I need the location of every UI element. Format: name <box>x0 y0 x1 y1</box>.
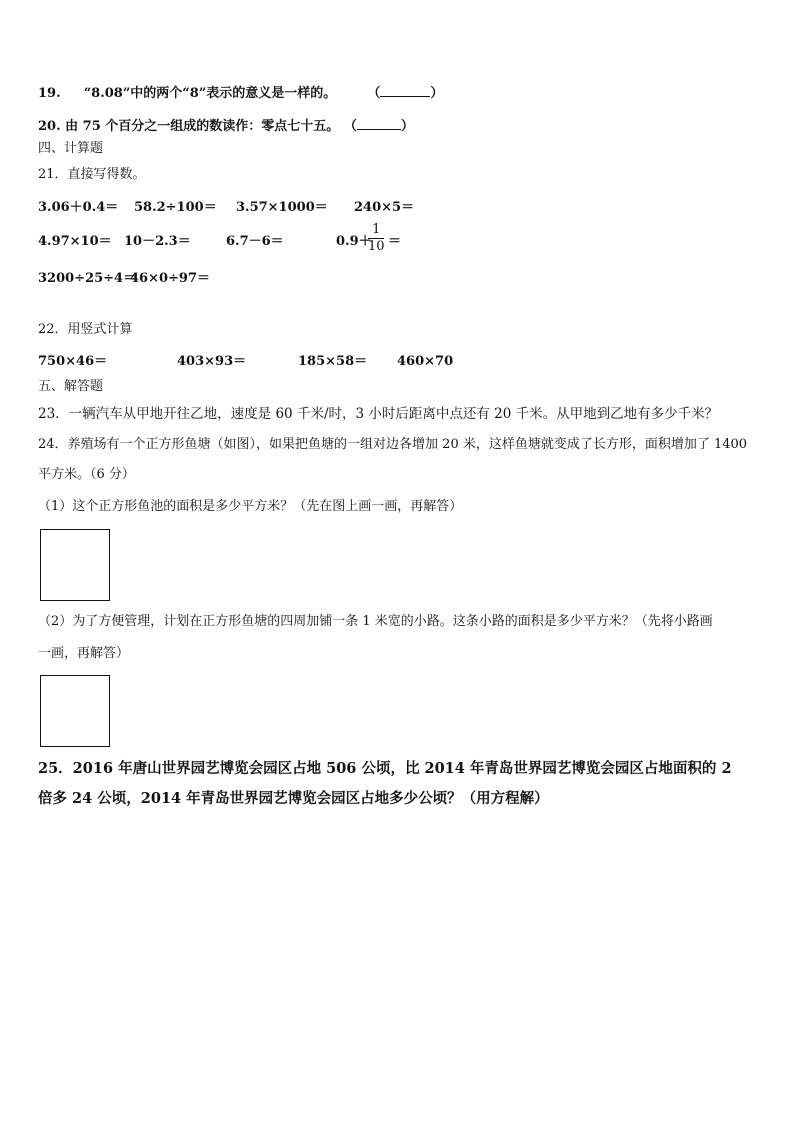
question-24-part-2-line-1: （2）为了方便管理，计划在正方形鱼塘的四周加铺一条 1 米宽的小路。这条小路的面积是多少平方米？（先将小路画 <box>38 614 713 629</box>
fraction-one-tenth <box>368 223 385 254</box>
section-4-heading: 四、计算题 <box>38 141 104 156</box>
question-25-line-1: 25．2016 年唐山世界园艺博览会园区占地 506 公顷，比 2014 年青岛世界园艺博览会园区占地面积的 2 <box>38 760 732 777</box>
answer-blank-19[interactable] <box>380 82 430 97</box>
question-19-number: 19. <box>38 86 61 101</box>
section-5-heading: 五、解答题 <box>38 379 104 394</box>
vertical-calc-item: 185×58＝ <box>298 354 368 369</box>
question-24-part-2-line-2: 一画，再解答） <box>38 646 130 661</box>
calc-item: 58.2÷100＝ <box>134 200 217 215</box>
question-23: 23．一辆汽车从甲地开往乙地，速度是 60 千米/时，3 小时后距离中点还有 20 千米。从甲地到乙地有多少千米？ <box>38 406 719 422</box>
calc-item: 46×0÷97＝ <box>130 271 211 286</box>
answer-blank-20[interactable] <box>357 115 401 130</box>
question-22-title: 22．用竖式计算 <box>38 322 133 337</box>
calc-item: 240×5＝ <box>354 200 415 215</box>
square-pond-figure-2 <box>40 675 110 747</box>
vertical-calc-item: 750×46＝ <box>38 354 108 369</box>
calc-item: 6.7－6＝ <box>226 234 284 249</box>
question-19-bracket-open: （ <box>367 86 381 101</box>
fraction-numerator: 1 <box>372 222 381 237</box>
calc-item: 3.57×1000＝ <box>236 200 328 215</box>
vertical-calc-item: 403×93＝ <box>177 354 247 369</box>
vertical-calc-item: 460×70 <box>397 354 454 369</box>
calc-item: 4.97×10＝ <box>38 234 112 249</box>
fraction-suffix: ＝ <box>388 234 402 249</box>
question-19-text: “8.08”中的两个“8”表示的意义是一样的。 <box>83 86 337 101</box>
question-20-bracket-close: ） <box>400 119 414 134</box>
question-20 <box>38 115 414 136</box>
question-25-line-2: 倍多 24 公顷，2014 年青岛世界园艺博览会园区占地多少公顷？（用方程解） <box>38 790 549 807</box>
fraction-prefix: 0.9＋ <box>336 234 372 249</box>
question-21-title: 21．直接写得数。 <box>38 167 146 182</box>
calc-item: 10－2.3＝ <box>124 234 191 249</box>
question-24-part-1: （1）这个正方形鱼池的面积是多少平方米？（先在图上画一画，再解答） <box>38 499 463 514</box>
question-24-line-2: 平方米。（6 分） <box>38 467 135 482</box>
question-19 <box>38 82 443 103</box>
question-20-text: 由 75 个百分之一组成的数读作：零点七十五。 <box>65 119 340 134</box>
question-24-line-1: 24．养殖场有一个正方形鱼塘（如图），如果把鱼塘的一组对边各增加 20 米，这样鱼塘就变成了长方形，面积增加了 1400 <box>38 437 748 452</box>
question-19-bracket-close: ） <box>430 86 444 101</box>
calc-item: 3200÷25÷4＝ <box>38 271 137 286</box>
question-20-number: 20. <box>38 119 61 134</box>
square-pond-figure-1 <box>40 529 110 601</box>
calc-item-fraction <box>336 233 372 251</box>
calc-item: 3.06＋0.4＝ <box>38 200 119 215</box>
question-20-bracket-open: （ <box>343 119 357 134</box>
fraction-denominator: 10 <box>368 239 385 254</box>
